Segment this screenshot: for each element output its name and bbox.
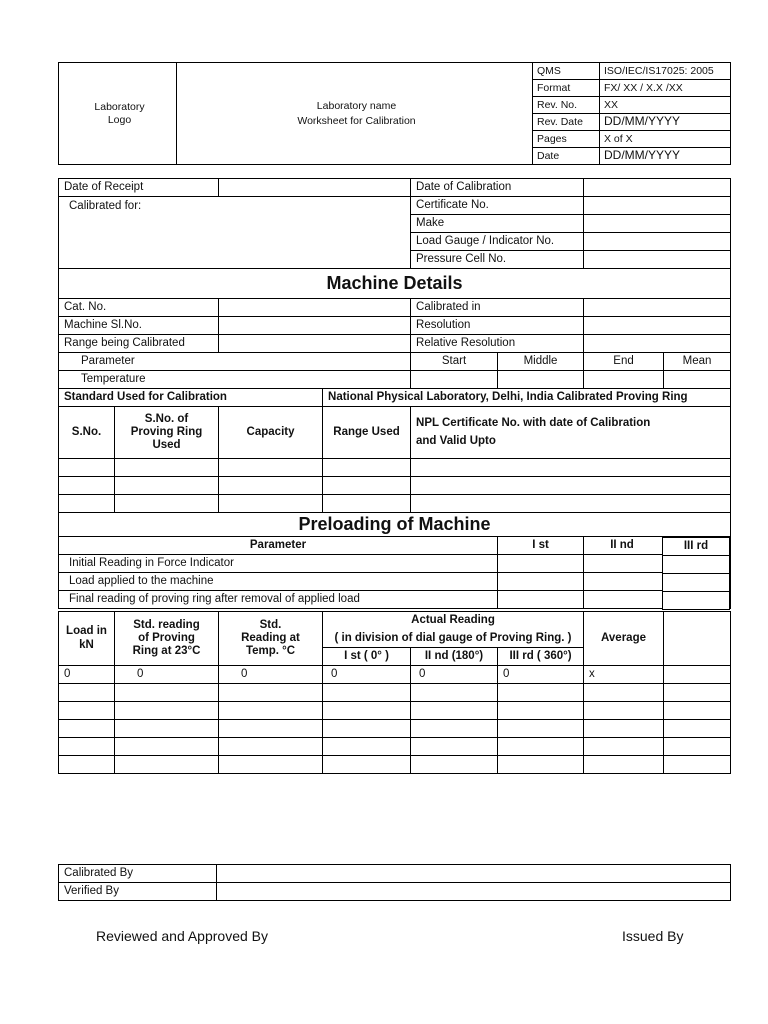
cell[interactable] <box>323 459 411 477</box>
col-third-reading: III rd ( 360°) <box>498 648 584 666</box>
preload-first-field[interactable] <box>498 555 584 573</box>
cell[interactable] <box>664 666 731 684</box>
cell[interactable] <box>323 477 411 495</box>
col-range-used: Range Used <box>323 407 411 459</box>
cell[interactable] <box>498 756 584 774</box>
cell[interactable] <box>219 738 323 756</box>
table-row <box>59 477 731 495</box>
laboratory-logo <box>59 63 177 165</box>
col-actual-reading: Actual Reading <box>323 612 584 630</box>
temperature-start-field[interactable] <box>411 371 498 389</box>
standard-used-value: National Physical Laboratory, Delhi, India Calibrated Proving Ring <box>323 389 731 407</box>
cell[interactable]: 0 <box>219 666 323 684</box>
title-line-2: Worksheet for Calibration <box>297 114 416 127</box>
cat-no-field[interactable] <box>219 299 411 317</box>
load-gauge-field[interactable] <box>584 233 731 251</box>
cell[interactable] <box>498 684 584 702</box>
resolution-field[interactable] <box>584 317 731 335</box>
meta-value: ISO/IEC/IS17025: 2005 <box>600 63 731 80</box>
cell[interactable] <box>584 738 664 756</box>
cell[interactable] <box>411 756 498 774</box>
table-row <box>59 459 731 477</box>
table-row <box>59 738 731 756</box>
col-second-reading: II nd (180°) <box>411 648 498 666</box>
preload-third-label: III rd <box>663 538 730 556</box>
col-temp-line-2: Reading at <box>241 631 300 644</box>
cell[interactable] <box>59 459 115 477</box>
preload-parameter-label: Parameter <box>59 537 498 555</box>
cell[interactable]: 0 <box>115 666 219 684</box>
make-field[interactable] <box>584 215 731 233</box>
temperature-end-field[interactable] <box>584 371 664 389</box>
table-row <box>59 720 731 738</box>
readings-table <box>58 611 731 774</box>
range-being-calibrated-field[interactable] <box>219 335 411 353</box>
issued-by-label: Issued By <box>622 928 684 944</box>
preload-third-field[interactable] <box>663 556 730 574</box>
col-load <box>59 612 115 666</box>
cell[interactable] <box>115 756 219 774</box>
calibrated-for-label: Calibrated for: <box>69 200 142 212</box>
preload-row-label: Initial Reading in Force Indicator <box>59 555 498 573</box>
cell[interactable] <box>323 684 411 702</box>
document-title <box>177 63 533 165</box>
cell[interactable] <box>664 720 731 738</box>
temperature-label: Temperature <box>59 371 411 389</box>
cell[interactable] <box>115 702 219 720</box>
date-of-receipt-field[interactable] <box>219 179 411 197</box>
col-temp-line-1: Std. <box>259 618 282 631</box>
cell[interactable] <box>584 756 664 774</box>
cell[interactable] <box>411 720 498 738</box>
temperature-middle-field[interactable] <box>498 371 584 389</box>
cell[interactable] <box>219 756 323 774</box>
cell[interactable] <box>411 738 498 756</box>
relative-resolution-label: Relative Resolution <box>411 335 584 353</box>
verified-by-label: Verified By <box>59 883 217 901</box>
cell[interactable] <box>219 477 323 495</box>
relative-resolution-field[interactable] <box>584 335 731 353</box>
cell[interactable]: x <box>584 666 664 684</box>
mean-label: Mean <box>664 353 731 371</box>
meta-label: Rev. No. <box>533 97 600 114</box>
cell[interactable] <box>411 495 731 513</box>
cat-no-label: Cat. No. <box>59 299 219 317</box>
cell[interactable] <box>219 459 323 477</box>
cell[interactable] <box>584 720 664 738</box>
col-npl-certificate <box>411 407 731 459</box>
col-npl-line-1: NPL Certificate No. with date of Calibration <box>416 417 651 430</box>
preload-first-field[interactable] <box>498 573 584 591</box>
cell[interactable]: 0 <box>411 666 498 684</box>
machine-sl-no-field[interactable] <box>219 317 411 335</box>
temperature-mean-field[interactable] <box>664 371 731 389</box>
cell[interactable] <box>59 738 115 756</box>
meta-value: XX <box>600 97 731 114</box>
meta-label: Rev. Date <box>533 114 600 131</box>
col-proving-ring-sno <box>115 407 219 459</box>
cell[interactable] <box>59 756 115 774</box>
start-label: Start <box>411 353 498 371</box>
cell[interactable]: 0 <box>59 666 115 684</box>
cell[interactable]: 0 <box>323 666 411 684</box>
cell[interactable] <box>59 684 115 702</box>
cell[interactable] <box>115 720 219 738</box>
date-of-receipt-label: Date of Receipt <box>59 179 219 197</box>
cell[interactable] <box>323 702 411 720</box>
date-of-calibration-field[interactable] <box>584 179 731 197</box>
meta-label: QMS <box>533 63 600 80</box>
range-being-calibrated-label: Range being Calibrated <box>59 335 219 353</box>
cell[interactable] <box>59 495 115 513</box>
preload-third-column <box>662 537 730 610</box>
meta-value: DD/MM/YYYY <box>600 148 731 165</box>
pressure-cell-field[interactable] <box>584 251 731 269</box>
preload-row-label: Final reading of proving ring after removal of applied load <box>59 591 498 609</box>
meta-label: Date <box>533 148 600 165</box>
cell[interactable] <box>115 684 219 702</box>
preload-third-field[interactable] <box>663 574 730 592</box>
cell[interactable] <box>323 756 411 774</box>
cell[interactable] <box>323 738 411 756</box>
preload-first-field[interactable] <box>498 591 584 609</box>
cell[interactable] <box>664 756 731 774</box>
calibration-form <box>58 178 731 609</box>
col-proving-line-2: Proving Ring <box>130 425 203 438</box>
col-capacity: Capacity <box>219 407 323 459</box>
meta-value: X of X <box>600 131 731 148</box>
cell[interactable] <box>219 495 323 513</box>
cell[interactable] <box>115 738 219 756</box>
parameter-label: Parameter <box>59 353 411 371</box>
meta-label: Pages <box>533 131 600 148</box>
col-std-line-1: Std. reading <box>133 618 200 631</box>
header-table <box>58 62 731 165</box>
cell[interactable] <box>219 702 323 720</box>
meta-value: DD/MM/YYYY <box>600 114 731 131</box>
preload-row-label: Load applied to the machine <box>59 573 498 591</box>
table-row <box>59 702 731 720</box>
standard-used-label: Standard Used for Calibration <box>59 389 323 407</box>
cell[interactable]: 0 <box>498 666 584 684</box>
col-load-line-2: kN <box>79 638 94 651</box>
middle-label: Middle <box>498 353 584 371</box>
cell[interactable] <box>219 684 323 702</box>
cell[interactable] <box>59 477 115 495</box>
cell[interactable] <box>219 720 323 738</box>
preload-third-field[interactable] <box>663 592 730 610</box>
cell[interactable] <box>411 702 498 720</box>
meta-label: Format <box>533 80 600 97</box>
col-std-line-3: Ring at 23°C <box>132 645 201 658</box>
resolution-label: Resolution <box>411 317 584 335</box>
cell[interactable] <box>498 702 584 720</box>
col-load-line-1: Load in <box>66 625 107 638</box>
table-row <box>59 666 731 684</box>
load-gauge-label: Load Gauge / Indicator No. <box>411 233 584 251</box>
machine-sl-no-label: Machine Sl.No. <box>59 317 219 335</box>
calibrated-in-label: Calibrated in <box>411 299 584 317</box>
reviewed-approved-label: Reviewed and Approved By <box>96 928 268 944</box>
cell[interactable] <box>498 720 584 738</box>
cell[interactable] <box>664 702 731 720</box>
cell[interactable] <box>584 684 664 702</box>
cell[interactable] <box>664 684 731 702</box>
certificate-no-label: Certificate No. <box>411 197 584 215</box>
col-actual-subtitle: ( in division of dial gauge of Proving Ring. ) <box>323 630 584 648</box>
cell[interactable] <box>411 459 731 477</box>
cell[interactable] <box>115 459 219 477</box>
pressure-cell-label: Pressure Cell No. <box>411 251 584 269</box>
table-row <box>59 495 731 513</box>
verified-by-field[interactable] <box>217 883 731 901</box>
end-label: End <box>584 353 664 371</box>
title-line-1: Laboratory name <box>316 100 397 113</box>
col-temp-line-3: Temp. °C <box>245 645 296 658</box>
make-label: Make <box>411 215 584 233</box>
certificate-no-field[interactable] <box>584 197 731 215</box>
col-npl-line-2: and Valid Upto <box>416 434 496 447</box>
cell[interactable] <box>664 738 731 756</box>
preload-first-label: I st <box>498 537 584 555</box>
date-of-calibration-label: Date of Calibration <box>411 179 584 197</box>
cell[interactable] <box>411 477 731 495</box>
preload-second-label: II nd <box>584 537 731 555</box>
col-std-line-2: of Proving <box>138 631 195 644</box>
cell[interactable] <box>59 702 115 720</box>
signoff-table <box>58 864 731 901</box>
preload-row <box>59 555 731 573</box>
table-row <box>59 684 731 702</box>
calibrated-by-label: Calibrated By <box>59 865 217 883</box>
cell[interactable] <box>584 702 664 720</box>
col-average: Average <box>584 612 664 666</box>
col-blank <box>664 612 731 666</box>
col-first-reading: I st ( 0° ) <box>323 648 411 666</box>
preload-row <box>59 591 731 609</box>
cell[interactable] <box>323 720 411 738</box>
col-std-temp <box>219 612 323 666</box>
calibrated-in-field[interactable] <box>584 299 731 317</box>
cell[interactable] <box>411 684 498 702</box>
logo-line-1: Laboratory <box>94 101 145 114</box>
machine-details-heading: Machine Details <box>59 269 731 299</box>
meta-value: FX/ XX / X.X /XX <box>600 80 731 97</box>
preloading-heading: Preloading of Machine <box>59 513 731 537</box>
col-proving-line-3: Used <box>152 439 181 452</box>
col-proving-line-1: S.No. of <box>144 412 189 425</box>
table-row <box>59 756 731 774</box>
preload-row <box>59 573 731 591</box>
col-std-reading <box>115 612 219 666</box>
calibrated-by-field[interactable] <box>217 865 731 883</box>
cell[interactable] <box>59 720 115 738</box>
logo-line-2: Logo <box>107 113 132 126</box>
cell[interactable] <box>498 738 584 756</box>
calibrated-for-field[interactable] <box>59 197 411 269</box>
cell[interactable] <box>115 495 219 513</box>
col-sno: S.No. <box>59 407 115 459</box>
cell[interactable] <box>323 495 411 513</box>
cell[interactable] <box>115 477 219 495</box>
